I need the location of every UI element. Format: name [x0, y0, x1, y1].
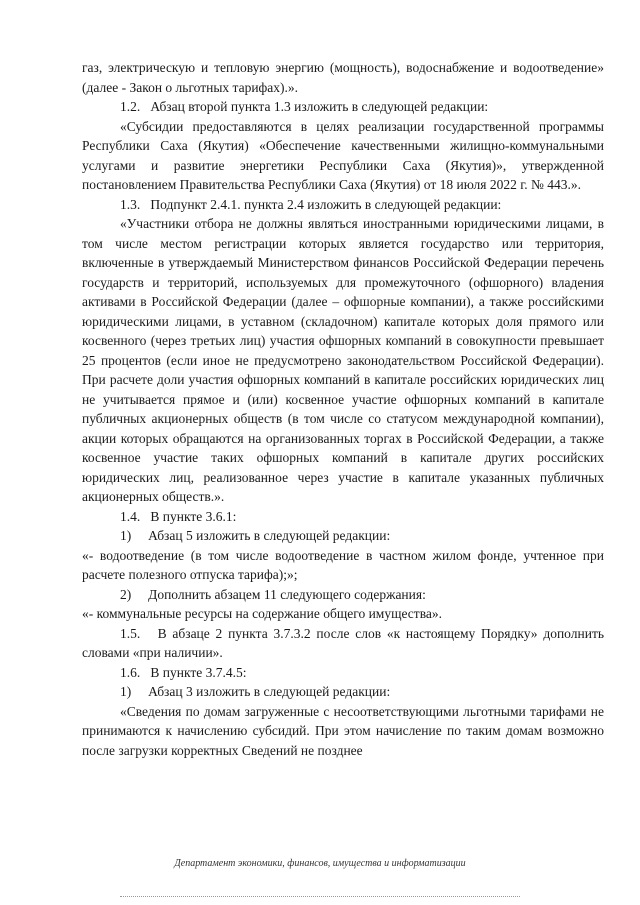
clause-text: Абзац 3 изложить в следующей редакции: [148, 684, 391, 699]
clause-text: Абзац второй пункта 1.3 изложить в следующей редакции: [150, 99, 489, 114]
paragraph-common-property: «- коммунальные ресурсы на содержание общего имущества». [82, 606, 443, 621]
clause-1-6 [82, 663, 604, 683]
subclause-1 [82, 526, 604, 546]
clause-text: В пункте 3.6.1: [150, 508, 237, 524]
clause-1-4 [82, 507, 604, 527]
paragraph-continuation: газ, электрическую и тепловую энергию (мощность), водоснабжение и водоотведение» (далее - Закон о льготных тарифах).». [82, 60, 604, 95]
paragraph-selection-participants: «Участники отбора не должны являться иностранными юридическими лицами, в том числе местом регистрации которых является государство или территория, включенные в утверждаемый Министерством финансов Российской Федерации перечень государств и территорий, используемых для промежуточного (офшорного) владения активами в Российской Федерации (далее – офшорные компании), а также российскими юридическими лицами, в уставном (складочном) капитале которых доля прямого или косвенного (через третьих лиц) участия офшорных компаний в совокупности превышает 25 процентов (если иное не предусмотрено законодательством Российской Федерации). При расчете доли участия офшорных компаний в капитале российских юридических лиц не учитывается прямое и (или) косвенное участие офшорных компаний в капитале публичных акционерных обществ (в том числе со статусом международной компании), акции которых обращаются на организованных торгах в Российской Федерации, а также косвенное участие таких офшорных компаний в капитале других российских юридических лиц, реализованное через участие в капитале указанных публичных акционерных обществ.». [82, 216, 604, 504]
clause-number: 2) [120, 586, 132, 602]
clause-text: Подпункт 2.4.1. пункта 2.4 изложить в следующей редакции: [150, 196, 502, 212]
subclause-1-abz3 [82, 682, 604, 702]
clause-number: 1) [120, 684, 132, 699]
clause-text: Абзац 5 изложить в следующей редакции: [148, 528, 391, 543]
paragraph-subsidy-purpose: «Субсидии предоставляются в целях реализации государственной программы Республики Саха (Якутия) «Обеспечение качественными жилищно-коммунальными услугами и развитие энергетики Республики Саха (Якутия)», утвержденной постановлением Правительства Республики Саха (Якутия) от 18 июля 2022 г. № 443.». [82, 118, 604, 192]
clause-1-5 [82, 624, 604, 663]
footer-rule [120, 896, 520, 897]
clause-number: 1.3. [120, 196, 141, 212]
clause-number: 1.5. [120, 625, 141, 641]
clause-1-3 [82, 195, 604, 215]
document-body [82, 58, 604, 760]
clause-number: 1.6. [120, 664, 141, 680]
clause-text: В пункте 3.7.4.5: [150, 664, 247, 680]
clause-text: В абзаце 2 пункта 3.7.3.2 после слов «к настоящему Порядку» дополнить словами «при наличии». [82, 625, 604, 660]
clause-text: Дополнить абзацем 11 следующего содержания: [148, 586, 426, 602]
clause-number: 1.2. [120, 99, 141, 114]
subclause-2 [82, 585, 604, 605]
page-footer: Департамент экономики, финансов, имущества и информатизации [174, 858, 466, 869]
paragraph-houses-info: «Сведения по домам загруженные с несоответствующими льготными тарифами не принимаются к начислению субсидий. При этом начисление по таким домам возможно после загрузки корректных Сведений не позднее [82, 703, 604, 758]
clause-number: 1.4. [120, 508, 141, 524]
clause-number: 1) [120, 528, 132, 543]
clause-1-2 [82, 97, 604, 117]
paragraph-water-disposal: «- водоотведение (в том числе водоотведение в частном жилом фонде, учтенное при расчете полезного отпуска тарифа);»; [82, 547, 604, 582]
